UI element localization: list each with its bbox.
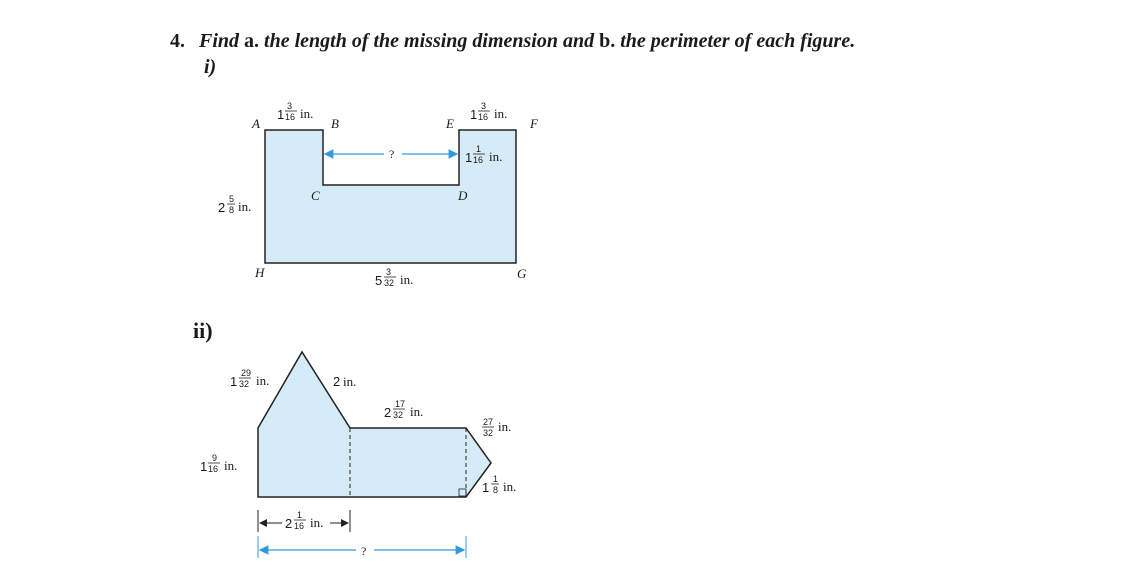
- svg-text:8: 8: [493, 485, 499, 495]
- fig1-left-height-label: [218, 194, 251, 215]
- svg-text:5: 5: [375, 273, 383, 288]
- svg-text:2: 2: [333, 374, 341, 389]
- svg-text:1: 1: [470, 107, 478, 122]
- svg-text:in.: in.: [494, 106, 508, 121]
- svg-text:?: ?: [389, 147, 395, 161]
- svg-text:1: 1: [476, 144, 482, 154]
- svg-text:in.: in.: [489, 149, 503, 164]
- svg-text:16: 16: [208, 464, 219, 474]
- svg-text:16: 16: [294, 521, 305, 531]
- vertex-f: F: [530, 116, 538, 131]
- svg-text:3: 3: [287, 101, 293, 111]
- svg-text:2: 2: [285, 516, 293, 531]
- fig1-bottom-length-label: [375, 267, 413, 288]
- svg-text:in.: in.: [300, 106, 314, 121]
- svg-text:27: 27: [483, 417, 494, 427]
- svg-text:3: 3: [386, 267, 392, 277]
- fig2-tip-top-label: [482, 417, 511, 438]
- fig2-base-left-dimension: [258, 510, 350, 532]
- svg-text:9: 9: [212, 453, 218, 463]
- figure-2: [200, 352, 516, 558]
- vertex-g: G: [517, 266, 527, 281]
- svg-text:32: 32: [384, 278, 395, 288]
- vertex-c: C: [311, 188, 320, 203]
- svg-text:in.: in.: [400, 272, 414, 287]
- fig2-right-slant-label: [333, 374, 356, 389]
- svg-text:1: 1: [493, 474, 499, 484]
- svg-text:in.: in.: [256, 373, 270, 388]
- vertex-h: H: [255, 265, 265, 280]
- problem-text-1: Find: [199, 30, 245, 52]
- svg-text:1: 1: [277, 107, 285, 122]
- problem-text-3: the perimeter of each figure.: [615, 30, 856, 52]
- svg-text:1: 1: [200, 459, 208, 474]
- figure-2-shape: [258, 352, 494, 497]
- svg-text:1: 1: [482, 480, 490, 495]
- subproblem-ii-label: ii): [193, 318, 213, 343]
- svg-text:in.: in.: [224, 458, 238, 473]
- problem-part-a: a.: [244, 30, 260, 52]
- svg-text:in.: in.: [310, 515, 324, 530]
- svg-text:29: 29: [241, 368, 252, 378]
- svg-text:in.: in.: [343, 374, 357, 389]
- problem-text-2: the length of the missing dimension and: [259, 30, 600, 52]
- svg-text:in.: in.: [498, 419, 512, 434]
- svg-text:2: 2: [218, 200, 226, 215]
- svg-text:3: 3: [481, 101, 487, 111]
- svg-text:8: 8: [229, 205, 235, 215]
- fig2-top-right-label: [384, 399, 423, 420]
- svg-text:in.: in.: [503, 479, 517, 494]
- problem-number: 4.: [170, 30, 185, 52]
- fig2-left-slant-label: [230, 368, 269, 389]
- vertex-d: D: [458, 188, 468, 203]
- svg-text:32: 32: [393, 410, 404, 420]
- svg-text:16: 16: [285, 112, 296, 122]
- vertex-a: A: [252, 116, 260, 131]
- fig1-top-left-width-label: [277, 101, 313, 122]
- svg-text:17: 17: [395, 399, 406, 409]
- svg-text:in.: in.: [238, 199, 252, 214]
- svg-text:1: 1: [230, 374, 238, 389]
- svg-text:?: ?: [361, 544, 367, 558]
- fig2-tip-bottom-label: [482, 474, 516, 495]
- svg-text:1: 1: [465, 150, 473, 165]
- svg-text:1: 1: [297, 510, 303, 520]
- fig1-missing-dimension: [325, 147, 457, 161]
- fig2-missing-dimension: [258, 536, 466, 558]
- subproblem-i-label: i): [204, 56, 217, 78]
- vertex-b: B: [331, 116, 339, 131]
- vertex-e: E: [446, 116, 454, 131]
- svg-text:16: 16: [473, 155, 484, 165]
- svg-text:in.: in.: [410, 404, 424, 419]
- fig1-top-right-width-label: [470, 101, 507, 122]
- svg-text:16: 16: [478, 112, 489, 122]
- svg-text:32: 32: [239, 379, 250, 389]
- svg-text:32: 32: [483, 428, 494, 438]
- problem-part-b: b.: [599, 30, 616, 52]
- figure-1: [218, 101, 539, 288]
- fig2-left-side-label: [200, 453, 237, 474]
- svg-text:5: 5: [229, 194, 235, 204]
- svg-text:2: 2: [384, 405, 392, 420]
